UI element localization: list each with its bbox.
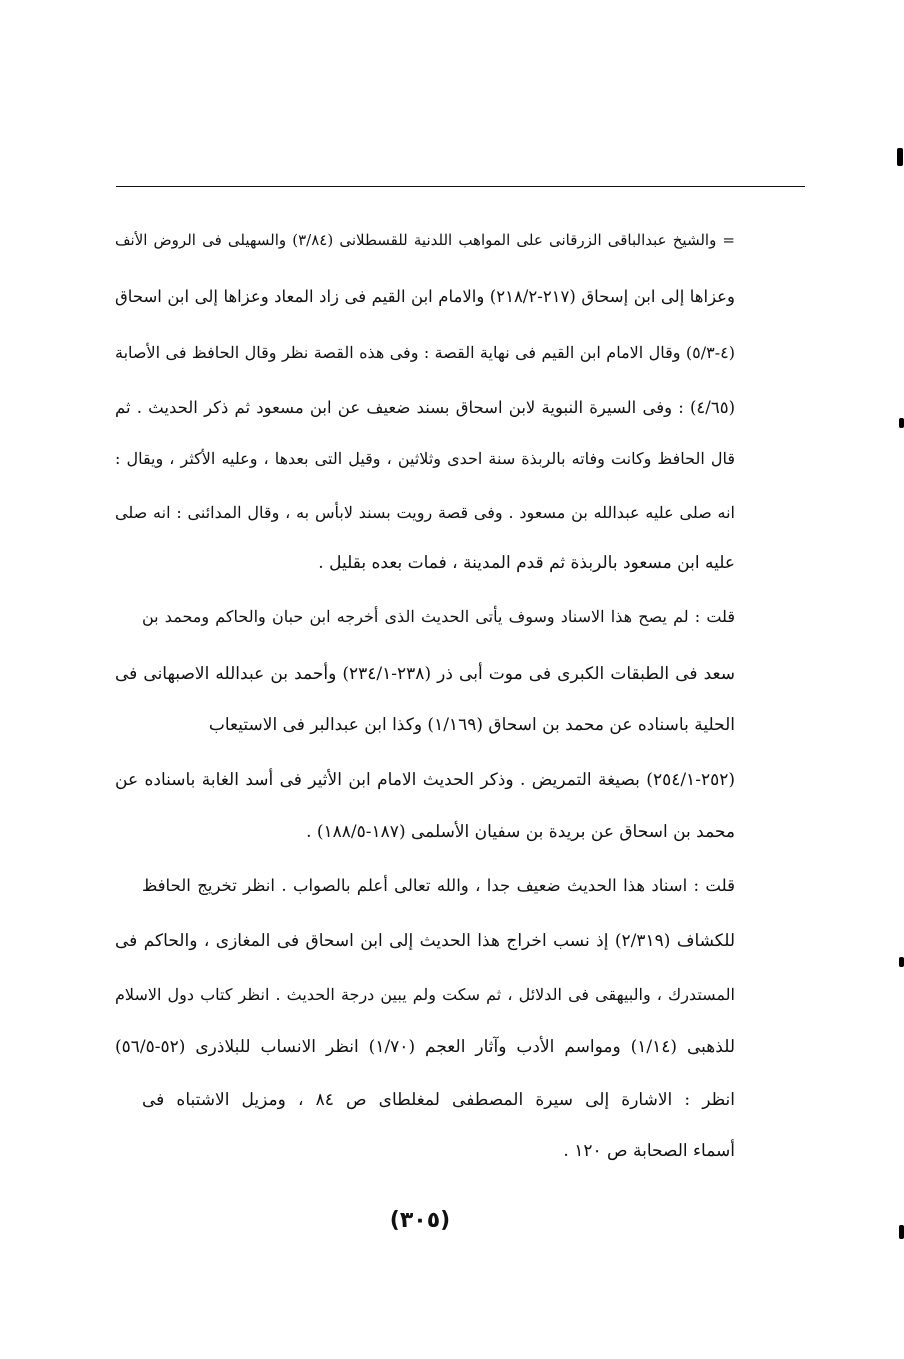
text-line: سعد فى الطبقات الكبرى فى موت أبى ذر (٢٣٨-٢٣٤/١) وأحمد بن عبدالله الاصبهانى فى — [115, 664, 735, 684]
text-line: للذهبى (١/١٤) ومواسم الأدب وآثار العجم (١/٧٠) انظر الانساب للبلاذرى (٥٢-٥٦/٥) — [115, 1037, 736, 1057]
text-line: (٢٥٢-٢٥٤/١) بصيغة التمريض . وذكر الحديث الامام ابن الأثير فى أسد الغابة باسناده عن — [115, 770, 735, 790]
text-line: الحلية باسناده عن محمد بن اسحاق (١/١٦٩) وكذا ابن عبدالبر فى الاستيعاب — [208, 715, 735, 735]
scan-speck — [899, 418, 904, 428]
text-line: انظر : الاشارة إلى سيرة المصطفى لمغلطاى ص ٨٤ ، ومزيل الاشتباه فى — [142, 1090, 735, 1110]
text-line: عليه ابن مسعود بالربذة ثم قدم المدينة ، فمات بعده بقليل . — [318, 553, 735, 573]
scan-speck — [899, 1225, 904, 1239]
text-line: (٤-٥/٣) وقال الامام ابن القيم فى نهاية القصة : وفى هذه القصة نظر وقال الحافظ فى الأصابة — [115, 343, 735, 362]
footnote-rule — [116, 186, 805, 187]
text-line: = والشيخ عبدالباقى الزرقانى على المواهب اللدنية للقسطلانى (٣/٨٤) والسهيلى فى الروض الأنف — [115, 231, 735, 249]
page-number: (٣٠٥) — [389, 1208, 451, 1233]
text-line: قلت : اسناد هذا الحديث ضعيف جدا ، والله تعالى أعلم بالصواب . انظر تخريج الحافظ — [142, 876, 735, 895]
scan-speck — [899, 957, 904, 967]
scan-speck — [897, 148, 903, 166]
text-line: قلت : لم يصح هذا الاسناد وسوف يأتى الحديث الذى أخرجه ابن حبان والحاكم ومحمد بن — [142, 607, 735, 626]
text-line: محمد بن اسحاق عن بريدة بن سفيان الأسلمى (١٨٧-١٨٨/٥) . — [306, 822, 735, 842]
text-line: (٤/٦٥) : وفى السيرة النبوية لابن اسحاق بسند ضعيف عن ابن مسعود ثم ذكر الحديث . ثم — [115, 398, 735, 417]
text-line: المستدرك ، والبيهقى فى الدلائل ، ثم سكت ولم يبين درجة الحديث . انظر كتاب دول الاسلام — [115, 985, 735, 1004]
text-line: أسماء الصحابة ص ١٢٠ . — [563, 1141, 735, 1161]
text-line: قال الحافظ وكانت وفاته بالربذة سنة احدى وثلاثين ، وقيل التى بعدها ، وعليه الأكثر ، ويقال : — [115, 449, 735, 468]
text-line: للكشاف (٢/٣١٩) إذ نسب اخراج هذا الحديث إلى ابن اسحاق فى المغازى ، والحاكم فى — [115, 931, 735, 951]
text-line: وعزاها إلى ابن إسحاق (٢١٧-٢١٨/٢) والامام ابن القيم فى زاد المعاد وعزاها إلى ابن اسحاق — [115, 287, 735, 306]
text-line: انه صلى عليه عبدالله بن مسعود . وفى قصة رويت بسند لابأس به ، وقال المدائنى : انه صلى — [115, 503, 735, 522]
